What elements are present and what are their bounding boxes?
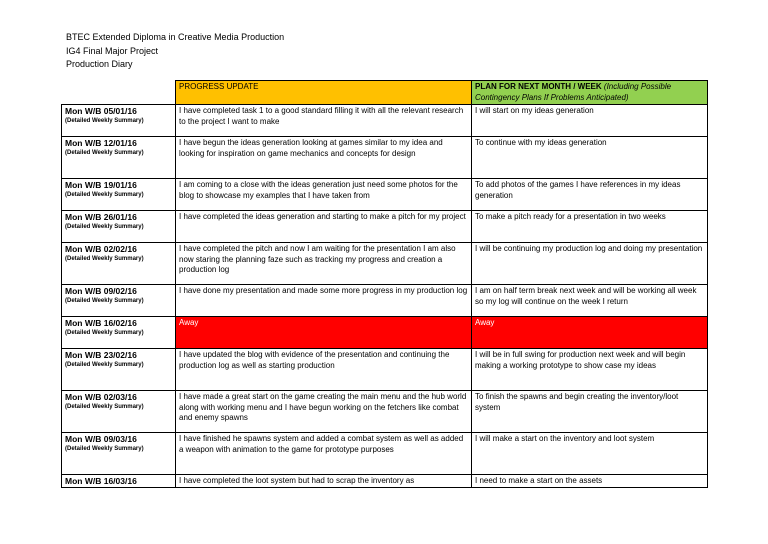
week-date: Mon W/B 09/02/16 [65,286,137,296]
weekly-summary-label: (Detailed Weekly Summary) [65,361,144,368]
weekly-summary-label: (Detailed Weekly Summary) [65,117,144,124]
table-row [62,317,708,349]
week-date: Mon W/B 02/03/16 [65,392,137,402]
table-row [62,179,708,211]
plan-cell: I am on half term break next week and will be working all week so my log will continue on the week I return [472,285,708,317]
week-date: Mon W/B 12/01/16 [65,138,137,148]
week-cell [62,475,176,488]
plan-cell: To make a pitch ready for a presentation in two weeks [472,211,708,243]
progress-cell: Away [176,317,472,349]
table-row [62,349,708,391]
week-date: Mon W/B 02/02/16 [65,244,137,254]
course-title: BTEC Extended Diploma in Creative Media Production [66,32,285,42]
table-row [62,475,708,488]
table-row [62,243,708,285]
weekly-summary-label: (Detailed Weekly Summary) [65,149,144,156]
progress-cell: I have completed the pitch and now I am waiting for the presentation I am also now staring the planning faze such as tracking my progress and creation a production log [176,243,472,285]
table-row [62,433,708,475]
weekly-summary-label: (Detailed Weekly Summary) [65,191,144,198]
plan-header-note: (Including Possible Contingency Plans If Problems Anticipated) [475,82,672,102]
week-date: Mon W/B 16/03/16 [65,476,137,486]
plan-cell: To finish the spawns and begin creating the inventory/loot system [472,391,708,433]
week-cell [62,243,176,285]
progress-cell: I have completed the ideas generation and starting to make a pitch for my project [176,211,472,243]
plan-cell: I will be in full swing for production next week and will begin making a working prototype to show case my ideas [472,349,708,391]
weekly-summary-label: (Detailed Weekly Summary) [65,329,144,336]
progress-header: PROGRESS UPDATE [176,81,472,105]
progress-cell: I have finished he spawns system and added a combat system as well as added a weapon with animation to the game for prototype purposes [176,433,472,475]
week-cell [62,391,176,433]
plan-cell: I will be continuing my production log and doing my presentation [472,243,708,285]
table-row [62,105,708,137]
week-cell [62,349,176,391]
week-cell [62,179,176,211]
weekly-summary-label: (Detailed Weekly Summary) [65,255,144,262]
progress-cell: I have done my presentation and made some more progress in my production log [176,285,472,317]
weekly-summary-label: (Detailed Weekly Summary) [65,403,144,410]
week-date: Mon W/B 05/01/16 [65,106,137,116]
week-date: Mon W/B 16/02/16 [65,318,137,328]
week-date: Mon W/B 26/01/16 [65,212,137,222]
plan-cell: To add photos of the games I have references in my ideas generation [472,179,708,211]
table-row [62,285,708,317]
production-diary-table [61,80,708,488]
week-date: Mon W/B 19/01/16 [65,180,137,190]
plan-cell: I will make a start on the inventory and loot system [472,433,708,475]
progress-cell: I have completed task 1 to a good standard filling it with all the relevant research to the project I want to make [176,105,472,137]
table-row [62,137,708,179]
week-cell [62,433,176,475]
plan-header-label: PLAN FOR NEXT MONTH / WEEK [475,82,602,91]
week-cell [62,105,176,137]
plan-cell: Away [472,317,708,349]
header-blank-cell [62,81,176,105]
plan-cell: I will start on my ideas generation [472,105,708,137]
week-date: Mon W/B 23/02/16 [65,350,137,360]
table-row [62,391,708,433]
plan-cell: I need to make a start on the assets [472,475,708,488]
progress-cell: I have completed the loot system but had to scrap the inventory as [176,475,472,488]
week-cell [62,317,176,349]
document-header [66,31,284,72]
plan-header [472,81,708,105]
project-title: IG4 Final Major Project [66,45,159,56]
plan-cell: To continue with my ideas generation [472,137,708,179]
week-cell [62,211,176,243]
weekly-summary-label: (Detailed Weekly Summary) [65,223,144,230]
diary-title: Production Diary [66,59,133,69]
week-date: Mon W/B 09/03/16 [65,434,137,444]
week-cell [62,137,176,179]
progress-cell: I am coming to a close with the ideas generation just need some photos for the blog to showcase my examples that I have taken from [176,179,472,211]
week-cell [62,285,176,317]
progress-cell: I have begun the ideas generation looking at games similar to my idea and looking for inspiration on game mechanics and concepts for design [176,137,472,179]
table-header-row [62,81,708,105]
progress-cell: I have updated the blog with evidence of the presentation and continuing the production log as well as starting production [176,349,472,391]
weekly-summary-label: (Detailed Weekly Summary) [65,297,144,304]
weekly-summary-label: (Detailed Weekly Summary) [65,445,144,452]
table-row [62,211,708,243]
progress-cell: I have made a great start on the game creating the main menu and the hub world along with working menu and I have begun working on the fetchers like combat and enemy spawns [176,391,472,433]
